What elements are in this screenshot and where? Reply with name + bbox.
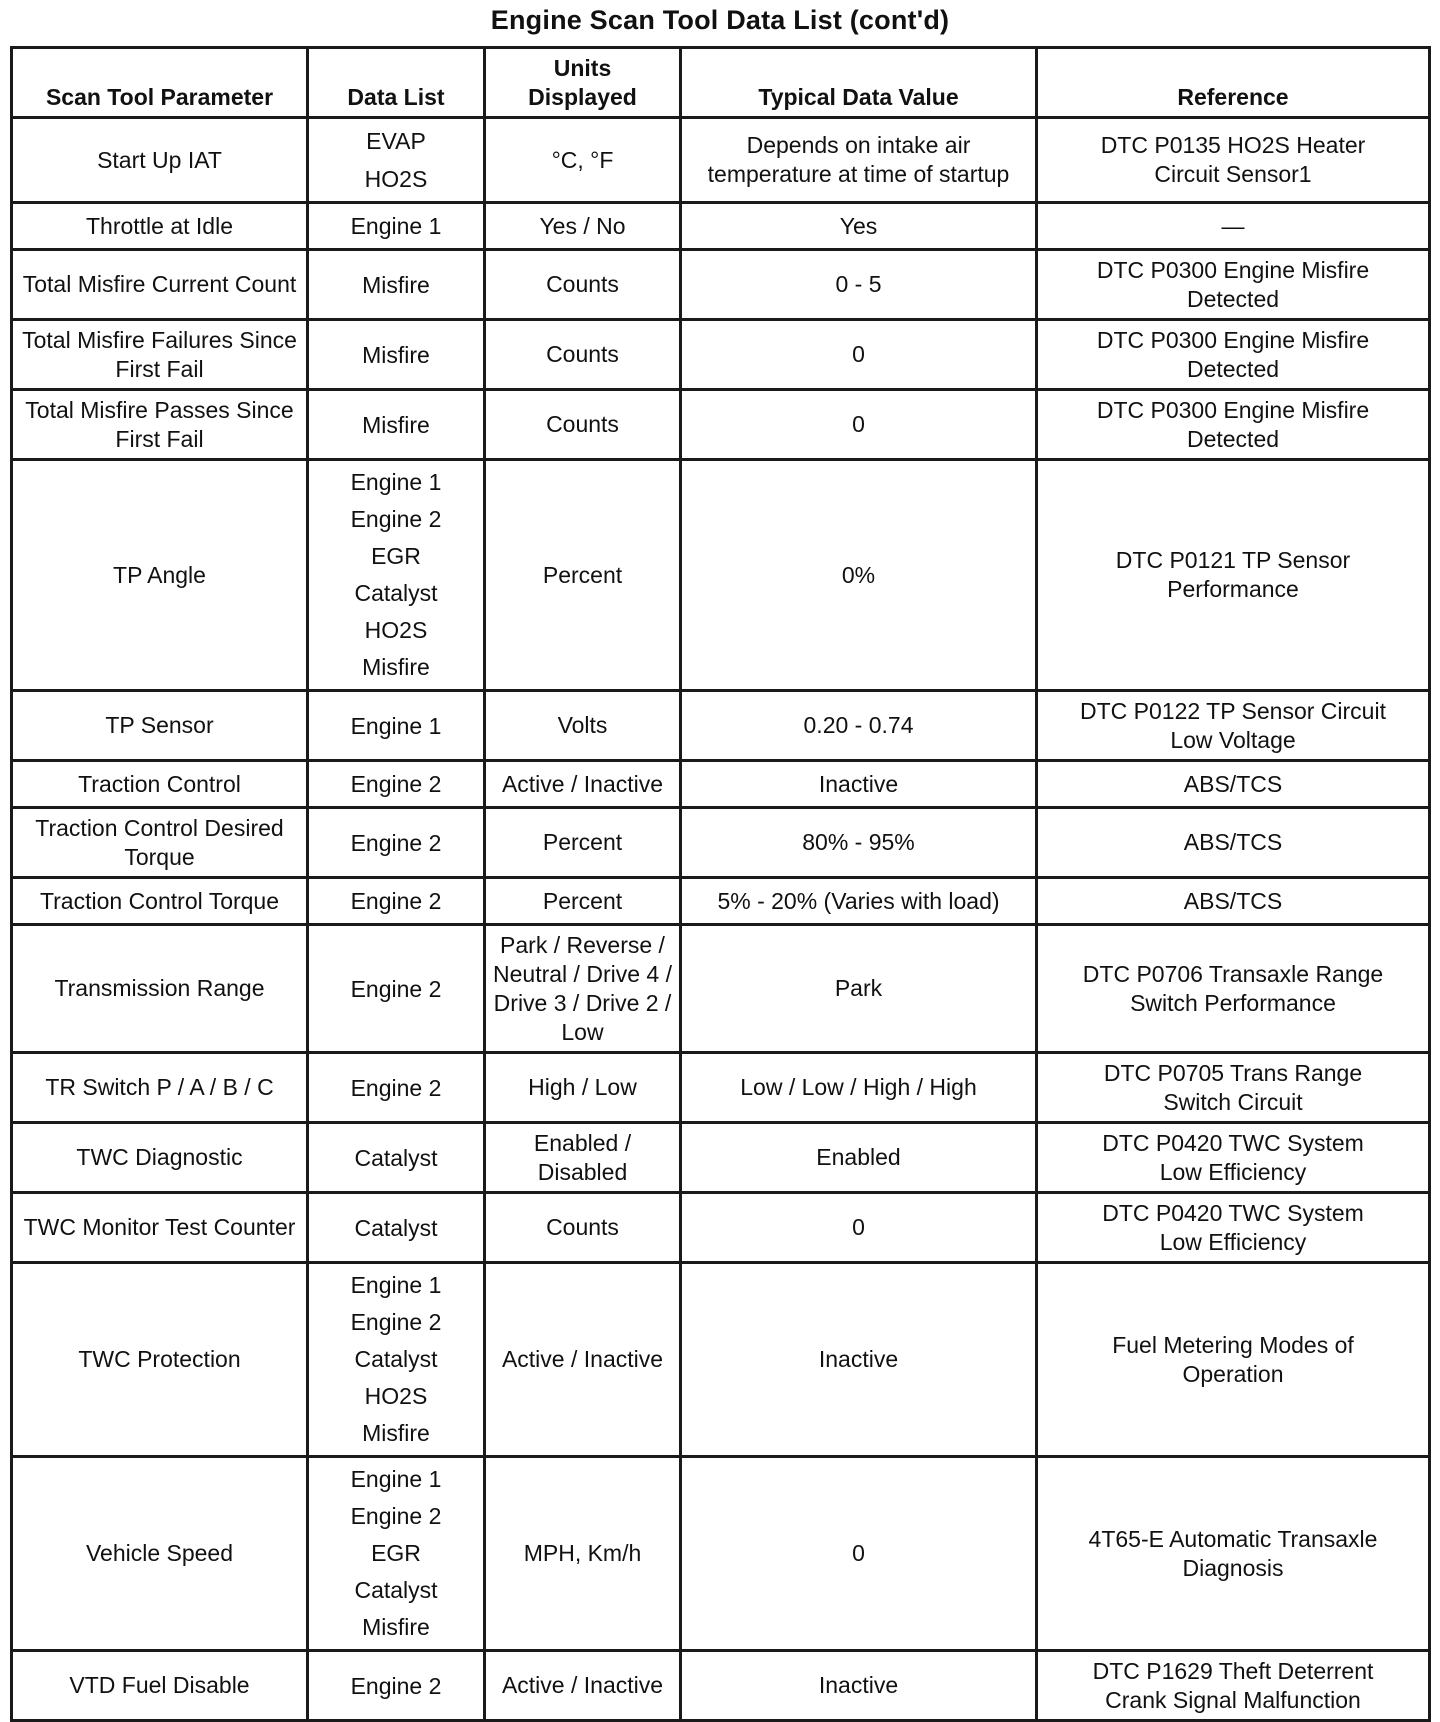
cell-parameter: Traction Control bbox=[12, 761, 308, 808]
cell-data-list bbox=[308, 1457, 485, 1651]
cell-parameter: Start Up IAT bbox=[12, 118, 308, 203]
cell-typical-value: Park bbox=[681, 925, 1037, 1053]
data-list-item: Engine 2 bbox=[350, 1503, 442, 1529]
data-list-item: Misfire bbox=[362, 271, 430, 298]
column-header-units: Units Displayed bbox=[485, 48, 681, 118]
cell-data-list bbox=[308, 1263, 485, 1457]
cell-typical-value: 0 bbox=[681, 1193, 1037, 1263]
data-list-stack bbox=[313, 1667, 479, 1705]
cell-parameter: VTD Fuel Disable bbox=[12, 1651, 308, 1721]
data-list-item: Catalyst bbox=[354, 1346, 438, 1372]
cell-data-list bbox=[308, 691, 485, 761]
cell-typical-value: Inactive bbox=[681, 761, 1037, 808]
data-list-item: HO2S bbox=[364, 1383, 428, 1409]
cell-data-list bbox=[308, 1651, 485, 1721]
cell-parameter: Throttle at Idle bbox=[12, 203, 308, 250]
table-row bbox=[12, 691, 1430, 761]
cell-typical-value: Inactive bbox=[681, 1651, 1037, 1721]
cell-typical-value: 80% - 95% bbox=[681, 808, 1037, 878]
data-list-item: Engine 1 bbox=[350, 712, 442, 739]
cell-data-list bbox=[308, 1123, 485, 1193]
table-header-row bbox=[12, 48, 1430, 118]
cell-typical-value: 0.20 - 0.74 bbox=[681, 691, 1037, 761]
cell-reference: DTC P0706 Transaxle Range Switch Performance bbox=[1037, 925, 1430, 1053]
table-row bbox=[12, 460, 1430, 691]
cell-units: Percent bbox=[485, 878, 681, 925]
data-list-stack bbox=[313, 1069, 479, 1107]
cell-parameter: TWC Monitor Test Counter bbox=[12, 1193, 308, 1263]
scan-tool-data-table bbox=[10, 46, 1431, 1722]
cell-reference: DTC P0300 Engine Misfire Detected bbox=[1037, 390, 1430, 460]
cell-typical-value: 0 bbox=[681, 1457, 1037, 1651]
cell-reference: DTC P0300 Engine Misfire Detected bbox=[1037, 250, 1430, 320]
cell-data-list bbox=[308, 118, 485, 203]
table-body bbox=[12, 118, 1430, 1721]
cell-units: High / Low bbox=[485, 1053, 681, 1123]
data-list-stack bbox=[313, 122, 479, 198]
cell-units: Active / Inactive bbox=[485, 1651, 681, 1721]
data-list-stack bbox=[313, 464, 479, 686]
cell-parameter: Total Misfire Failures Since First Fail bbox=[12, 320, 308, 390]
data-list-item: Engine 2 bbox=[350, 829, 442, 856]
cell-reference: DTC P0420 TWC System Low Efficiency bbox=[1037, 1123, 1430, 1193]
data-list-stack bbox=[313, 970, 479, 1008]
data-list-item: HO2S bbox=[364, 617, 428, 643]
cell-data-list bbox=[308, 761, 485, 808]
cell-reference: ABS/TCS bbox=[1037, 878, 1430, 925]
cell-reference: DTC P0135 HO2S Heater Circuit Sensor1 bbox=[1037, 118, 1430, 203]
cell-data-list bbox=[308, 320, 485, 390]
table-row bbox=[12, 878, 1430, 925]
data-list-stack bbox=[313, 824, 479, 862]
column-header-data-list: Data List bbox=[308, 48, 485, 118]
cell-reference: ABS/TCS bbox=[1037, 808, 1430, 878]
cell-units: Volts bbox=[485, 691, 681, 761]
cell-reference: DTC P1629 Theft Deterrent Crank Signal Malfunction bbox=[1037, 1651, 1430, 1721]
cell-units: Active / Inactive bbox=[485, 761, 681, 808]
data-list-item: Engine 2 bbox=[350, 1074, 442, 1101]
cell-reference: DTC P0122 TP Sensor Circuit Low Voltage bbox=[1037, 691, 1430, 761]
cell-reference: DTC P0705 Trans Range Switch Circuit bbox=[1037, 1053, 1430, 1123]
cell-data-list bbox=[308, 460, 485, 691]
data-list-stack bbox=[313, 266, 479, 304]
cell-parameter: Traction Control Torque bbox=[12, 878, 308, 925]
data-list-stack bbox=[313, 406, 479, 444]
cell-units: MPH, Km/h bbox=[485, 1457, 681, 1651]
table-row bbox=[12, 1193, 1430, 1263]
data-list-stack bbox=[313, 707, 479, 745]
data-list-item: Engine 2 bbox=[350, 888, 442, 914]
data-list-stack bbox=[313, 336, 479, 374]
table-row bbox=[12, 1457, 1430, 1651]
cell-typical-value: 0 bbox=[681, 390, 1037, 460]
cell-parameter: TWC Protection bbox=[12, 1263, 308, 1457]
data-list-item: HO2S bbox=[364, 166, 428, 192]
data-list-item: Engine 2 bbox=[350, 1309, 442, 1335]
table-row bbox=[12, 1053, 1430, 1123]
cell-units: Counts bbox=[485, 320, 681, 390]
data-list-item: Misfire bbox=[362, 654, 430, 680]
table-row bbox=[12, 320, 1430, 390]
cell-typical-value: Enabled bbox=[681, 1123, 1037, 1193]
data-list-stack bbox=[313, 1139, 479, 1177]
data-list-item: Catalyst bbox=[354, 1577, 438, 1603]
table-row bbox=[12, 761, 1430, 808]
data-list-stack bbox=[313, 882, 479, 920]
data-list-item: Engine 1 bbox=[350, 213, 442, 239]
cell-reference: DTC P0300 Engine Misfire Detected bbox=[1037, 320, 1430, 390]
cell-parameter: TP Angle bbox=[12, 460, 308, 691]
cell-units: Park / Reverse / Neutral / Drive 4 / Drive 3 / Drive 2 / Low bbox=[485, 925, 681, 1053]
data-list-item: Catalyst bbox=[354, 1144, 438, 1171]
cell-reference: Fuel Metering Modes of Operation bbox=[1037, 1263, 1430, 1457]
cell-reference: DTC P0121 TP Sensor Performance bbox=[1037, 460, 1430, 691]
table-row bbox=[12, 118, 1430, 203]
table-row bbox=[12, 1123, 1430, 1193]
column-header-parameter: Scan Tool Parameter bbox=[12, 48, 308, 118]
page-title: Engine Scan Tool Data List (cont'd) bbox=[490, 5, 950, 35]
table-row bbox=[12, 808, 1430, 878]
cell-reference: ABS/TCS bbox=[1037, 761, 1430, 808]
cell-reference: — bbox=[1037, 203, 1430, 250]
cell-parameter: Vehicle Speed bbox=[12, 1457, 308, 1651]
cell-data-list bbox=[308, 808, 485, 878]
cell-parameter: TWC Diagnostic bbox=[12, 1123, 308, 1193]
cell-typical-value: 0 - 5 bbox=[681, 250, 1037, 320]
data-list-item: Misfire bbox=[362, 1614, 430, 1640]
data-list-stack bbox=[313, 207, 479, 245]
data-list-stack bbox=[313, 1267, 479, 1452]
cell-typical-value: Depends on intake air temperature at time of startup bbox=[681, 118, 1037, 203]
table-row bbox=[12, 925, 1430, 1053]
data-list-item: Catalyst bbox=[354, 580, 438, 606]
cell-units: Enabled / Disabled bbox=[485, 1123, 681, 1193]
cell-data-list bbox=[308, 925, 485, 1053]
cell-parameter: Transmission Range bbox=[12, 925, 308, 1053]
data-list-item: Engine 2 bbox=[350, 975, 442, 1002]
cell-data-list bbox=[308, 1053, 485, 1123]
cell-units: Percent bbox=[485, 460, 681, 691]
data-list-item: Misfire bbox=[362, 411, 430, 438]
cell-units: Yes / No bbox=[485, 203, 681, 250]
cell-typical-value: 5% - 20% (Varies with load) bbox=[681, 878, 1037, 925]
cell-parameter: Total Misfire Current Count bbox=[12, 250, 308, 320]
table-row bbox=[12, 390, 1430, 460]
data-list-item: EGR bbox=[371, 1540, 421, 1566]
table-row bbox=[12, 250, 1430, 320]
cell-data-list bbox=[308, 1193, 485, 1263]
data-list-item: Engine 2 bbox=[350, 771, 442, 797]
data-list-item: Catalyst bbox=[354, 1214, 438, 1241]
cell-reference: 4T65-E Automatic Transaxle Diagnosis bbox=[1037, 1457, 1430, 1651]
data-list-item: Engine 2 bbox=[350, 1672, 442, 1699]
data-list-item: Misfire bbox=[362, 341, 430, 368]
data-list-stack bbox=[313, 1461, 479, 1646]
data-list-stack bbox=[313, 765, 479, 803]
cell-typical-value: Low / Low / High / High bbox=[681, 1053, 1037, 1123]
cell-typical-value: Yes bbox=[681, 203, 1037, 250]
cell-units: Counts bbox=[485, 250, 681, 320]
cell-units: Counts bbox=[485, 390, 681, 460]
data-list-item: EGR bbox=[371, 543, 421, 569]
cell-data-list bbox=[308, 390, 485, 460]
data-list-item: Engine 1 bbox=[350, 1272, 442, 1298]
table-row bbox=[12, 1651, 1430, 1721]
cell-units: Counts bbox=[485, 1193, 681, 1263]
cell-data-list bbox=[308, 878, 485, 925]
cell-units: Percent bbox=[485, 808, 681, 878]
cell-units: Active / Inactive bbox=[485, 1263, 681, 1457]
column-header-reference: Reference bbox=[1037, 48, 1430, 118]
column-header-typical-value: Typical Data Value bbox=[681, 48, 1037, 118]
cell-data-list bbox=[308, 203, 485, 250]
cell-parameter: TP Sensor bbox=[12, 691, 308, 761]
data-list-item: Engine 2 bbox=[350, 506, 442, 532]
cell-data-list bbox=[308, 250, 485, 320]
cell-units: °C, °F bbox=[485, 118, 681, 203]
cell-typical-value: Inactive bbox=[681, 1263, 1037, 1457]
cell-typical-value: 0 bbox=[681, 320, 1037, 390]
table-row bbox=[12, 1263, 1430, 1457]
cell-parameter: Total Misfire Passes Since First Fail bbox=[12, 390, 308, 460]
cell-parameter: Traction Control Desired Torque bbox=[12, 808, 308, 878]
data-list-item: Engine 1 bbox=[350, 1466, 442, 1492]
table-row bbox=[12, 203, 1430, 250]
data-list-item: Engine 1 bbox=[350, 469, 442, 495]
data-list-item: Misfire bbox=[362, 1420, 430, 1446]
cell-parameter: TR Switch P / A / B / C bbox=[12, 1053, 308, 1123]
cell-typical-value: 0% bbox=[681, 460, 1037, 691]
data-list-item: EVAP bbox=[366, 128, 426, 154]
data-list-stack bbox=[313, 1209, 479, 1247]
cell-reference: DTC P0420 TWC System Low Efficiency bbox=[1037, 1193, 1430, 1263]
